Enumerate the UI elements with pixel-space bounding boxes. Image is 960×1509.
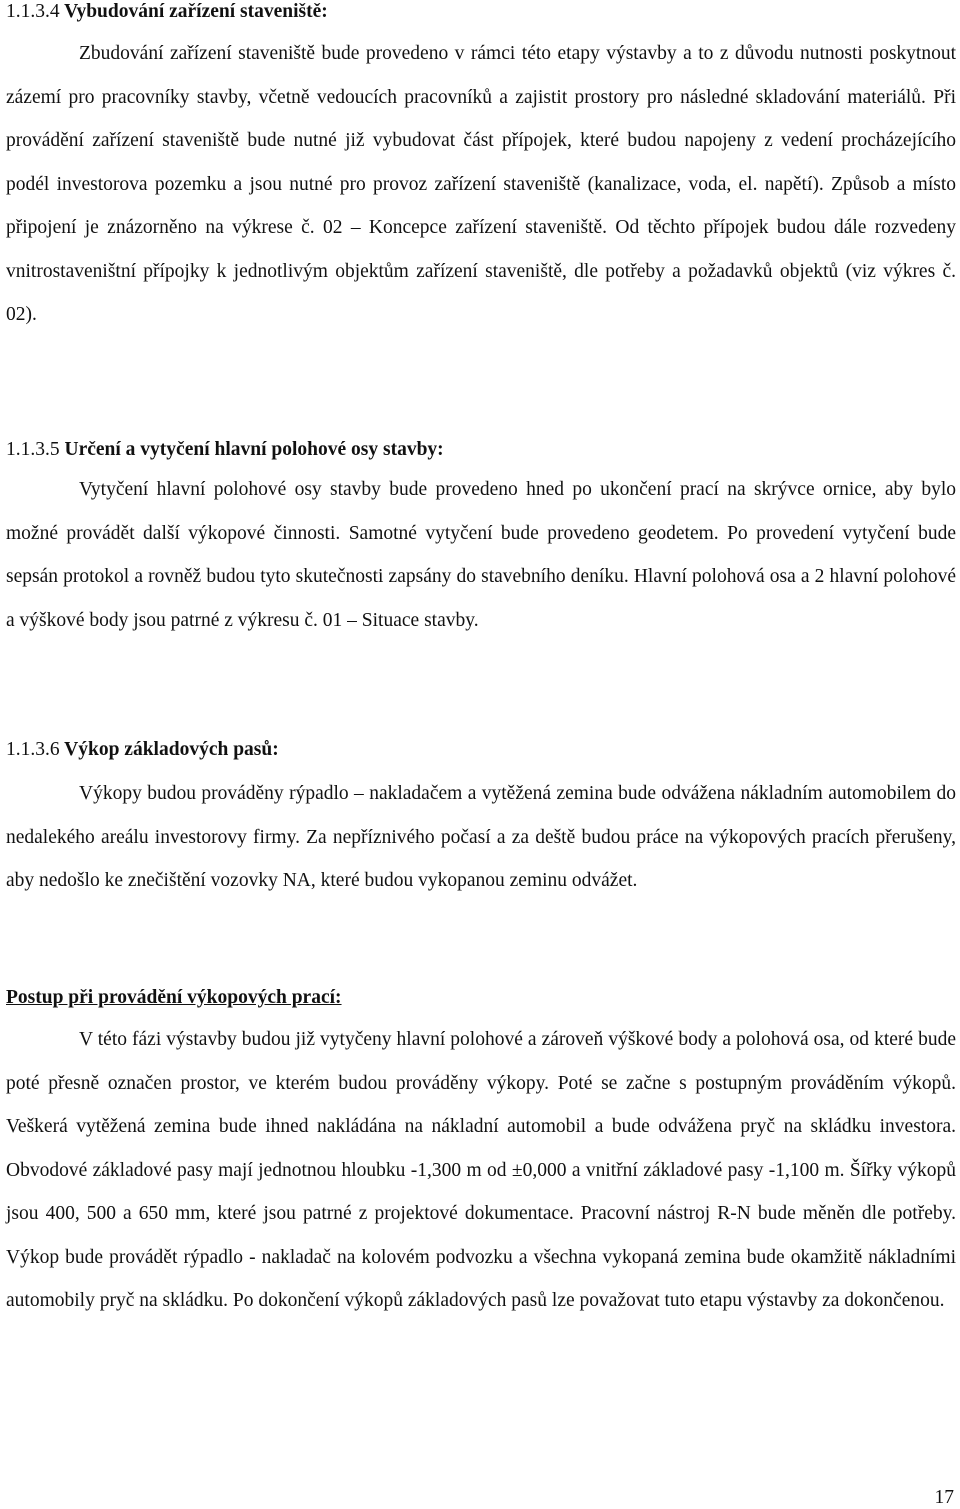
- procedure-heading: Postup při provádění výkopových prací:: [6, 987, 342, 1008]
- section-body-vykop-pasu: Výkopy budou prováděny rýpadlo – nakladačem a vytěžená zemina bude odvážena nákladním automobilem do nedalekého areálu investorovy firmy. Za nepříznivého počasí a za deště budou práce na výkopových pracích přerušeny, aby nedošlo ke znečištění vozovky NA, které budou vykopanou zeminu odvážet.: [6, 783, 956, 891]
- section-number: 1.1.3.4: [6, 1, 60, 22]
- section-body-vytyceni-osy: Vytyčení hlavní polohové osy stavby bude provedeno hned po ukončení prací na skrývce ornice, aby bylo možné provádět další výkopové činnosti. Samotné vytyčení bude provedeno geodetem. Po provedení vytyčení bude sepsán protokol a rovněž budou tyto skutečnosti zapsány do stavebního deníku. Hlavní polohová osa a 2 hlavní polohové a výškové body jsou patrné z výkresu č. 01 – Situace stavby.: [6, 479, 956, 631]
- section-number: 1.1.3.5: [6, 439, 60, 460]
- section-title: Výkop základových pasů:: [64, 739, 279, 760]
- section-heading-zarizeni-staveniste: [6, 0, 328, 24]
- section-title: Vybudování zařízení staveniště:: [64, 1, 328, 22]
- section-number: 1.1.3.6: [6, 739, 60, 760]
- section-body-zarizeni-staveniste: Zbudování zařízení staveniště bude provedeno v rámci této etapy výstavby a to z důvodu nutnosti poskytnout zázemí pro pracovníky stavby, včetně vedoucích pracovníků a zajistit prostory pro následné skladování materiálů. Při provádění zařízení staveniště bude nutné již vybudovat část přípojek, které budou napojeny z vedení procházejícího podél investorova pozemku a jsou nutné pro provoz zařízení staveniště (kanalizace, voda, el. napětí). Způsob a místo připojení je znázorněno na výkrese č. 02 – Koncepce zařízení staveniště. Od těchto přípojek budou dále rozvedeny vnitrostaveništní přípojky k jednotlivým objektům zařízení staveniště, dle potřeby a požadavků objektů (viz výkres č. 02).: [6, 43, 956, 325]
- section-title: Určení a vytyčení hlavní polohové osy stavby:: [64, 439, 444, 460]
- section-heading-vykop-pasu: [6, 738, 279, 762]
- procedure-body: V této fázi výstavby budou již vytyčeny hlavní polohové a zároveň výškové body a polohová osa, od které bude poté přesně označen prostor, ve kterém budou prováděny výkopy. Poté se začne s postupným prováděním výkopů. Veškerá vytěžená zemina bude ihned nakládána na nákladní automobil a bude odvážena pryč na skládku investora. Obvodové základové pasy mají jednotnou hloubku -1,300 m od ±0,000 a vnitřní základové pasy -1,100 m. Šířky výkopů jsou 400, 500 a 650 mm, které jsou patrné z projektové dokumentace. Pracovní nástroj R-N bude měněn dle potřeby. Výkop bude provádět rýpadlo - nakladač na kolovém podvozku a všechna vykopaná zemina bude okamžitě nákladními automobily pryč na skládku. Po dokončení výkopů základových pasů lze považovat tuto etapu výstavby za dokončenou.: [6, 1029, 956, 1311]
- page-number: 17: [934, 1487, 954, 1508]
- section-heading-vytyceni-osy: [6, 438, 444, 462]
